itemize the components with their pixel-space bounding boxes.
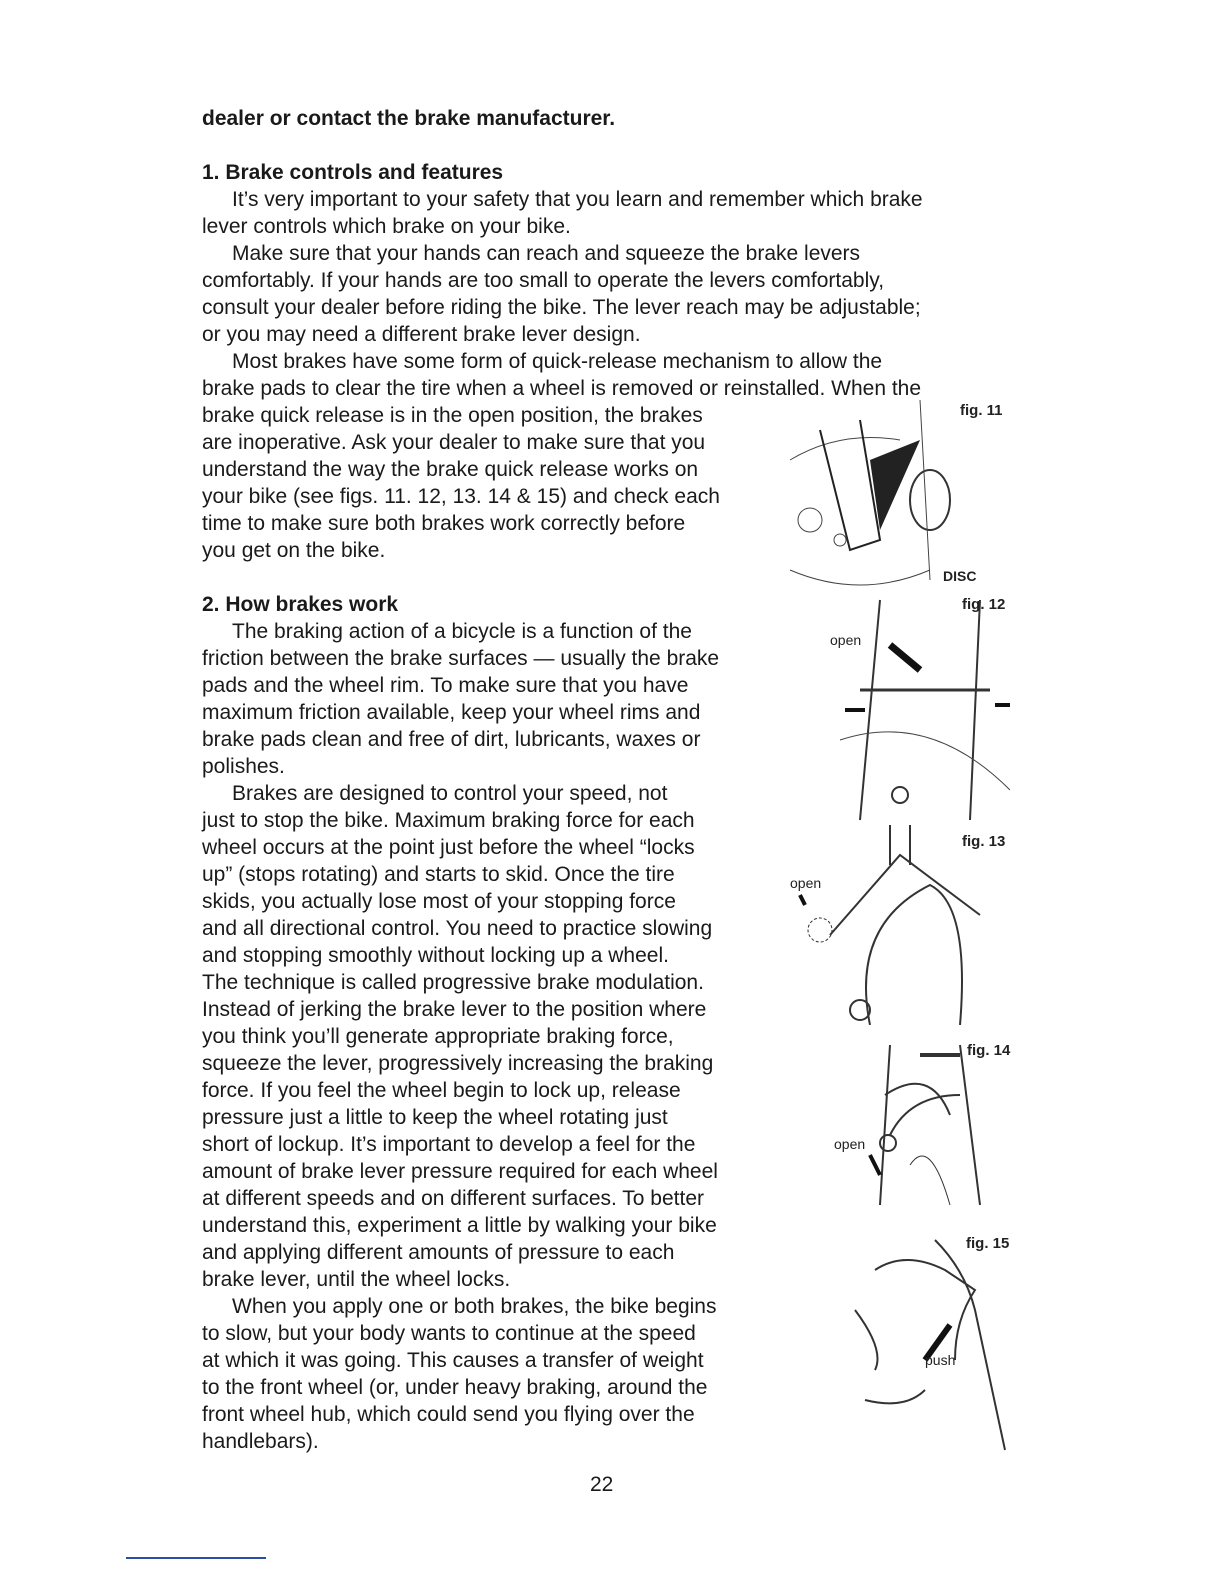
disc-label: DISC	[943, 568, 977, 584]
section-1-heading: 1. Brake controls and features	[202, 161, 504, 184]
text-line: It’s very important to your safety that you learn and remember which brake	[232, 188, 923, 211]
text-line: understand this, experiment a little by walking your bike	[202, 1214, 717, 1237]
text-line: Instead of jerking the brake lever to the position where	[202, 998, 707, 1021]
text-line: maximum friction available, keep your wheel rims and	[202, 701, 701, 724]
text-line: squeeze the lever, progressively increasing the braking	[202, 1052, 714, 1075]
text-line: at different speeds and on different surfaces. To better	[202, 1187, 705, 1210]
text-line: brake pads to clear the tire when a wheel is removed or reinstalled. When the	[202, 377, 922, 400]
footnote-divider	[126, 1557, 266, 1559]
fig-12-caption: fig. 12	[962, 596, 1006, 613]
text-line: Most brakes have some form of quick-release mechanism to allow the	[232, 350, 883, 373]
text-line: comfortably. If your hands are too small to operate the levers comfortably,	[202, 269, 885, 292]
text-line: pads and the wheel rim. To make sure that you have	[202, 674, 689, 697]
fig-13-caption: fig. 13	[962, 833, 1006, 850]
text-line: at which it was going. This causes a transfer of weight	[202, 1349, 704, 1372]
page-number: 22	[590, 1473, 614, 1496]
text-line: short of lockup. It’s important to develop a feel for the	[202, 1133, 696, 1156]
disc-brake-illustration	[780, 400, 960, 590]
text-line: brake quick release is in the open position, the brakes	[202, 404, 703, 427]
lead-in-text: dealer or contact the brake manufacturer.	[202, 107, 616, 130]
text-line: Make sure that your hands can reach and squeeze the brake levers	[232, 242, 861, 265]
text-line: your bike (see figs. 11. 12, 13. 14 & 15) and check each	[202, 485, 720, 508]
text-line: are inoperative. Ask your dealer to make sure that you	[202, 431, 706, 454]
text-line: and applying different amounts of pressure to each	[202, 1241, 675, 1264]
text-line: handlebars).	[202, 1430, 319, 1453]
text-line: skids, you actually lose most of your stopping force	[202, 890, 676, 913]
fig-14-caption: fig. 14	[967, 1042, 1011, 1059]
text-line: or you may need a different brake lever design.	[202, 323, 641, 346]
text-line: understand the way the brake quick release works on	[202, 458, 699, 481]
text-line: lever controls which brake on your bike.	[202, 215, 571, 238]
text-line: Brakes are designed to control your speed, not	[232, 782, 668, 805]
text-line: and stopping smoothly without locking up a wheel.	[202, 944, 669, 967]
text-line: brake pads clean and free of dirt, lubricants, waxes or	[202, 728, 701, 751]
text-line: consult your dealer before riding the bike. The lever reach may be adjustable;	[202, 296, 921, 319]
open-label: open	[790, 875, 822, 891]
push-label: push	[925, 1352, 956, 1368]
text-line: amount of brake lever pressure required for each wheel	[202, 1160, 718, 1183]
brake-lever-illustration	[845, 1230, 1015, 1460]
text-line: just to stop the bike. Maximum braking force for each	[202, 809, 695, 832]
text-line: you think you’ll generate appropriate braking force,	[202, 1025, 674, 1048]
text-line: and all directional control. You need to practice slowing	[202, 917, 713, 940]
text-line: pressure just a little to keep the wheel rotating just	[202, 1106, 668, 1129]
text-line: The braking action of a bicycle is a function of the	[232, 620, 692, 643]
text-line: wheel occurs at the point just before the wheel “locks	[202, 836, 695, 859]
open-label: open	[830, 632, 862, 648]
text-line: The technique is called progressive brake modulation.	[202, 971, 704, 994]
text-line: force. If you feel the wheel begin to lock up, release	[202, 1079, 681, 1102]
text-line: you get on the bike.	[202, 539, 386, 562]
text-line: to the front wheel (or, under heavy braking, around the	[202, 1376, 708, 1399]
section-2-heading: 2. How brakes work	[202, 593, 399, 616]
text-line: time to make sure both brakes work correctly before	[202, 512, 686, 535]
text-line: to slow, but your body wants to continue at the speed	[202, 1322, 696, 1345]
open-label: open	[834, 1136, 866, 1152]
fig-15-caption: fig. 15	[966, 1235, 1010, 1252]
v-brake-illustration	[820, 590, 1010, 830]
text-line: When you apply one or both brakes, the bike begins	[232, 1295, 717, 1318]
caliper-brake-illustration	[850, 1035, 1000, 1210]
text-line: friction between the brake surfaces — usually the brake	[202, 647, 720, 670]
text-line: up” (stops rotating) and starts to skid. Once the tire	[202, 863, 675, 886]
text-line: brake lever, until the wheel locks.	[202, 1268, 511, 1291]
text-line: polishes.	[202, 755, 285, 778]
cantilever-brake-illustration	[790, 825, 1010, 1025]
fig-11-caption: fig. 11	[960, 402, 1003, 419]
text-line: front wheel hub, which could send you flying over the	[202, 1403, 695, 1426]
